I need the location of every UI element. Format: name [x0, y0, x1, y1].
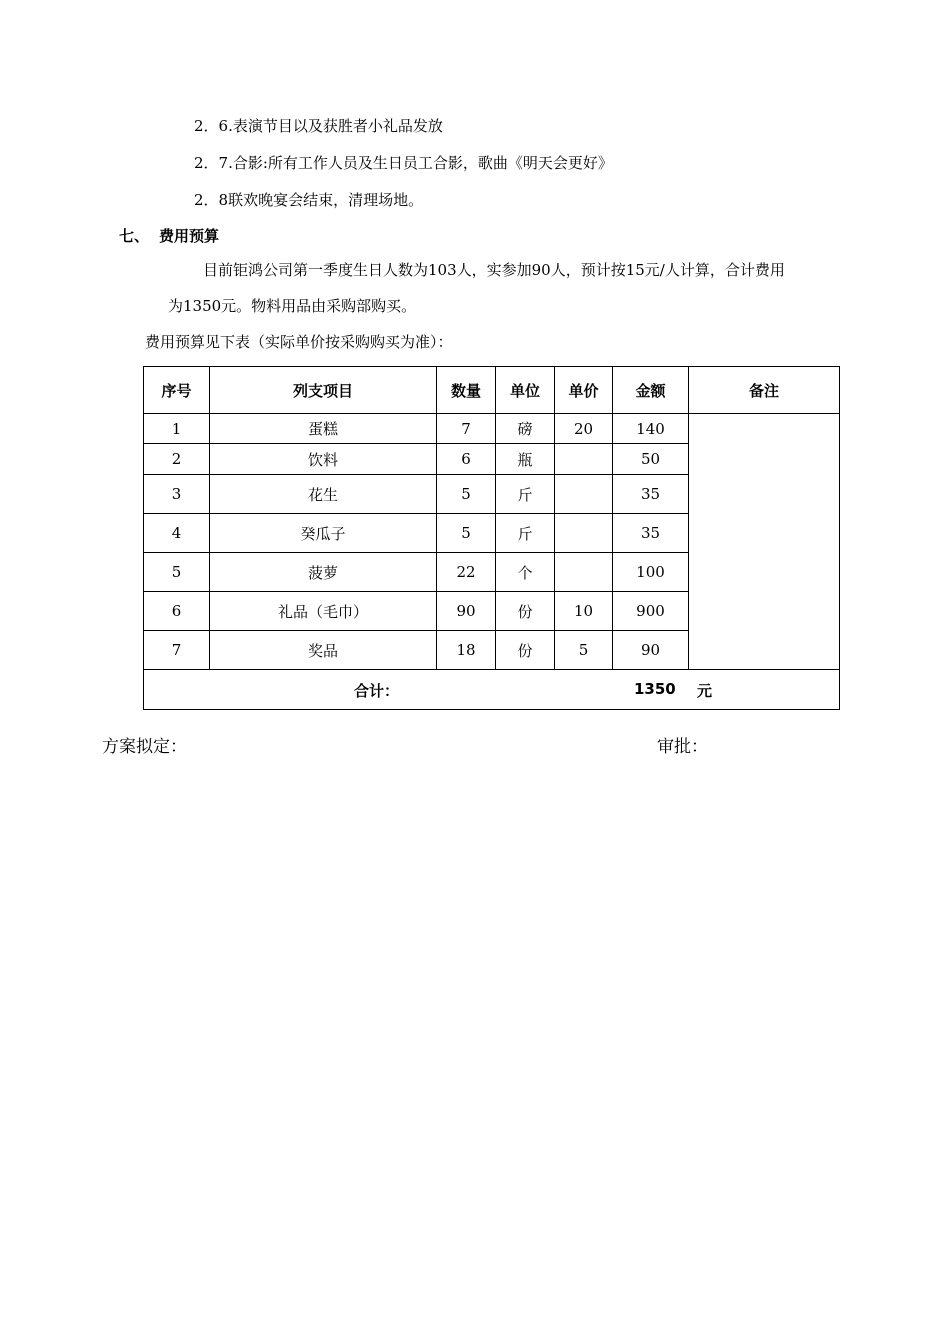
cell-unit: 份 — [496, 592, 555, 631]
program-step-2-7: 2．7.合影:所有工作人员及生日员工合影，歌曲《明天会更好》 — [194, 154, 613, 172]
cell-item: 癸瓜子 — [210, 514, 437, 553]
cell-item: 奖品 — [210, 631, 437, 670]
cell-index: 6 — [144, 592, 210, 631]
cell-amount: 140 — [613, 414, 689, 444]
cell-amount: 35 — [613, 514, 689, 553]
cell-unit: 个 — [496, 553, 555, 592]
cell-unit: 磅 — [496, 414, 555, 444]
table-row — [144, 414, 840, 444]
cell-quantity: 18 — [437, 631, 496, 670]
cell-item: 菠萝 — [210, 553, 437, 592]
cell-unit-price — [555, 553, 613, 592]
cell-quantity: 5 — [437, 475, 496, 514]
cell-unit: 份 — [496, 631, 555, 670]
section-number: 七、 — [119, 227, 150, 245]
cell-index: 3 — [144, 475, 210, 514]
cell-index: 5 — [144, 553, 210, 592]
cell-unit-price: 20 — [555, 414, 613, 444]
cell-unit-price — [555, 475, 613, 514]
cell-unit: 斤 — [496, 475, 555, 514]
cell-item: 饮料 — [210, 444, 437, 475]
cell-quantity: 6 — [437, 444, 496, 475]
cell-quantity: 5 — [437, 514, 496, 553]
cell-index: 7 — [144, 631, 210, 670]
program-step-2-8: 2．8联欢晚宴会结束，清理场地。 — [194, 191, 424, 209]
cell-index: 4 — [144, 514, 210, 553]
total-cell — [144, 670, 840, 710]
header-remarks: 备注 — [689, 367, 840, 414]
cell-amount: 900 — [613, 592, 689, 631]
approved-by-label: 审批： — [657, 737, 708, 757]
header-amount: 金额 — [613, 367, 689, 414]
cell-unit-price — [555, 514, 613, 553]
header-item: 列支项目 — [210, 367, 437, 414]
budget-table — [143, 366, 840, 710]
cell-amount: 50 — [613, 444, 689, 475]
section-title: 费用预算 — [159, 227, 220, 245]
total-value: 1350 — [634, 679, 676, 698]
cell-unit-price: 10 — [555, 592, 613, 631]
program-step-2-6: 2．6.表演节目以及获胜者小礼品发放 — [194, 117, 443, 135]
table-header-row — [144, 367, 840, 414]
cell-quantity: 22 — [437, 553, 496, 592]
cell-unit-price: 5 — [555, 631, 613, 670]
cell-index: 1 — [144, 414, 210, 444]
header-index: 序号 — [144, 367, 210, 414]
cell-quantity: 90 — [437, 592, 496, 631]
cell-unit: 斤 — [496, 514, 555, 553]
table-total-row — [144, 670, 840, 710]
header-quantity: 数量 — [437, 367, 496, 414]
budget-paragraph-line-1: 目前钜鸿公司第一季度生日人数为103人，实参加90人，预计按15元/人计算，合计费用 — [203, 261, 785, 279]
cell-unit-price — [555, 444, 613, 475]
cell-item: 礼品（毛巾） — [210, 592, 437, 631]
table-caption: 费用预算见下表（实际单价按采购购买为准）： — [145, 333, 453, 351]
total-label: 合计： — [354, 681, 400, 700]
cell-item: 花生 — [210, 475, 437, 514]
cell-amount: 90 — [613, 631, 689, 670]
cell-amount: 100 — [613, 553, 689, 592]
cell-quantity: 7 — [437, 414, 496, 444]
cell-unit: 瓶 — [496, 444, 555, 475]
cell-remarks — [689, 414, 840, 670]
total-unit: 元 — [697, 681, 713, 700]
drafted-by-label: 方案拟定： — [102, 737, 187, 757]
header-unit-price: 单价 — [555, 367, 613, 414]
cell-item: 蛋糕 — [210, 414, 437, 444]
header-unit: 单位 — [496, 367, 555, 414]
cell-amount: 35 — [613, 475, 689, 514]
cell-index: 2 — [144, 444, 210, 475]
budget-paragraph-line-2: 为1350元。物料用品由采购部购买。 — [168, 297, 417, 315]
